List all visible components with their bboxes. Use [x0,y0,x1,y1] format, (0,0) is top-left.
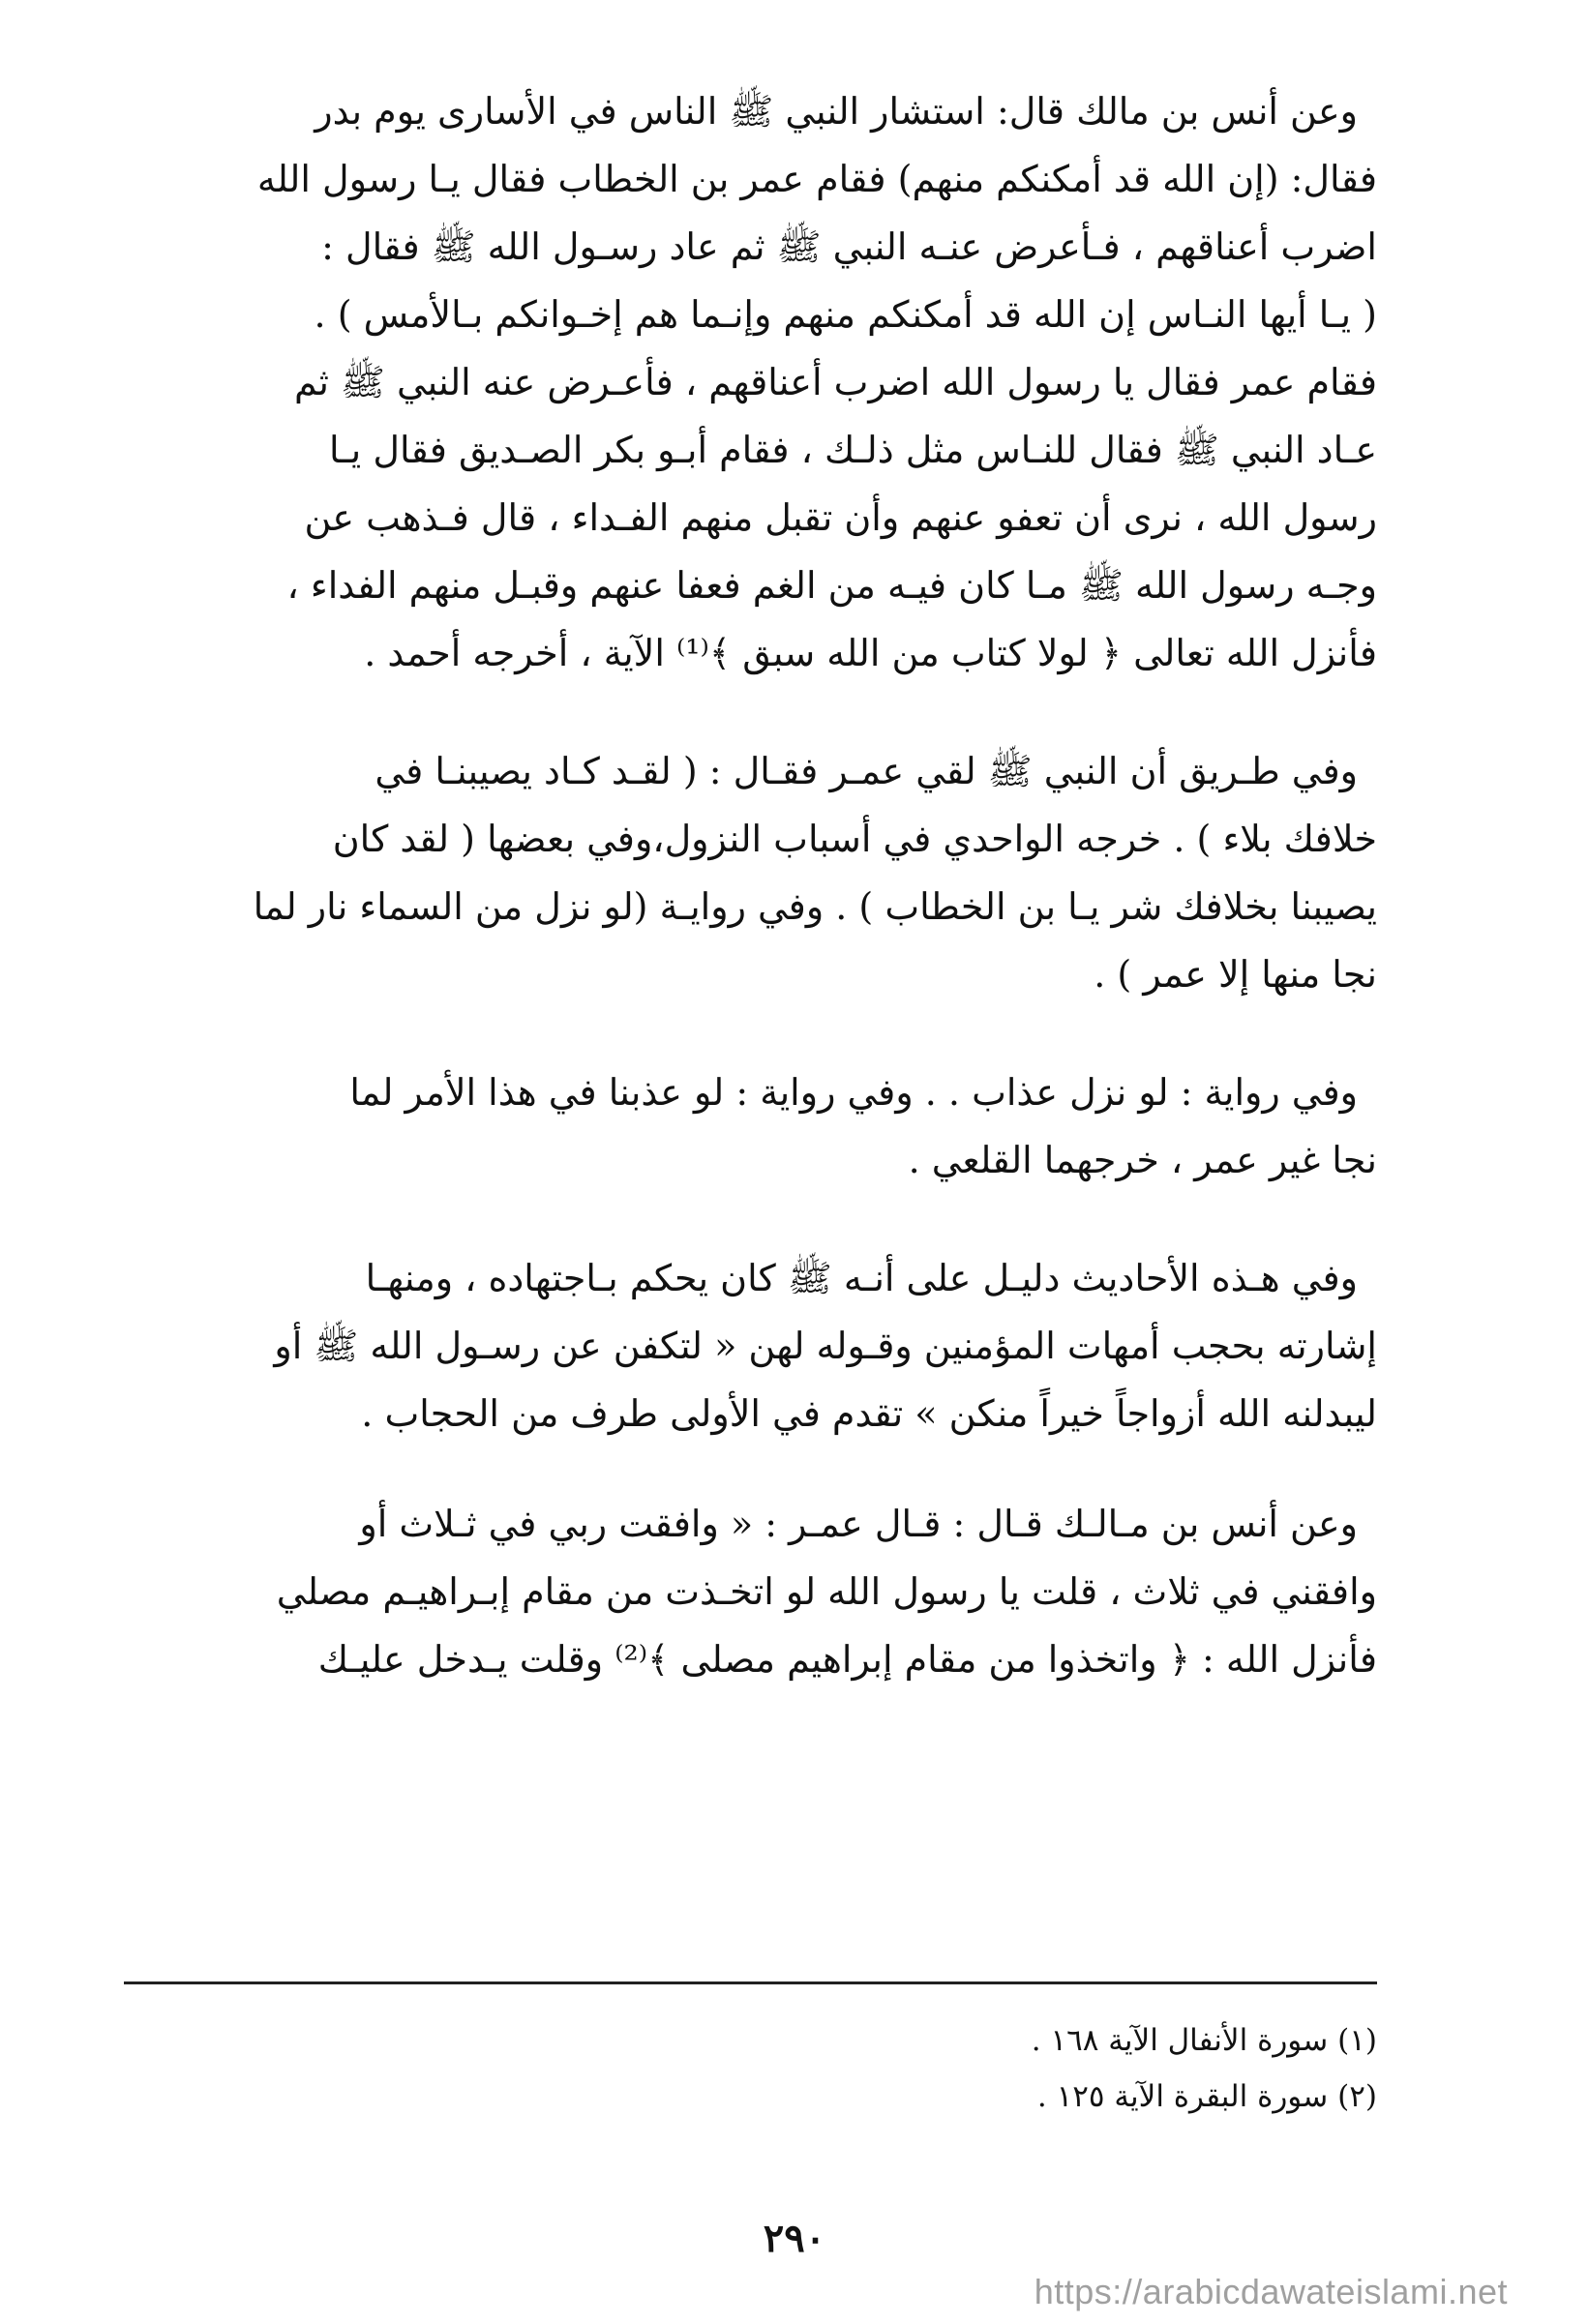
paragraph-2 [124,737,1377,1008]
text-line: وعن أنس بن مـالـك قـال : قـال عمـر : « وافقت ربي في ثـلاث أو [359,1503,1358,1545]
text-line: وعن أنس بن مالك قال: استشار النبي ﷺ الناس في الأسارى يوم بدر [315,90,1358,133]
text-line: نجا غير عمر ، خرجهما القلعي . [908,1139,1377,1181]
footnote-2: (٢) سورة البقرة الآية ١٢٥ . [1036,2079,1377,2114]
text-line: فأنزل الله تعالى ﴿ لولا كتاب من الله سبق ﴾⁽¹⁾ الآية ، أخرجه أحمد . [364,632,1377,674]
text-line: رسول الله ، نرى أن تعفو عنهم وأن تقبل منهم الفـداء ، قال فـذهب عن [304,496,1377,539]
footnote-divider [124,1981,1377,1984]
paragraph-4 [124,1244,1377,1447]
text-line: فقام عمر فقال يا رسول الله اضرب أعناقهم ، فأعـرض عنه النبي ﷺ ثم [294,361,1377,403]
paragraph-3 [124,1058,1377,1194]
text-line: اضرب أعناقهم ، فـأعرض عنـه النبي ﷺ ثم عاد رسـول الله ﷺ فقال : [321,225,1377,268]
text-line: وافقني في ثلاث ، قلت يا رسول الله لو اتخـذت من مقام إبـراهيـم مصلي [276,1570,1377,1613]
text-line: وفي رواية : لو نزل عذاب . . وفي رواية : لو عذبنا في هذا الأمر لما [349,1071,1358,1114]
main-text-body [124,77,1377,1743]
text-line: عـاد النبي ﷺ فقال للنـاس مثل ذلـك ، فقام أبـو بكر الصـديق فقال يـا [328,429,1377,471]
watermark-url: https://arabicdawateislami.net [1034,2272,1508,2311]
text-line: خلافك بلاء ) . خرجه الواحدي في أسباب النزول،وفي بعضها ( لقد كان [332,818,1377,860]
footnotes [124,2012,1377,2125]
footnote-1: (١) سورة الأنفال الآية ١٦٨ . [1031,2023,1377,2058]
text-line: نجا منها إلا عمر ) . [1094,953,1377,996]
text-line: وفي طـريق أن النبي ﷺ لقي عمـر فقـال : ( لقـد كـاد يصيبنـا في [375,750,1358,792]
text-line: وجـه رسول الله ﷺ مـا كان فيـه من الغم فعفا عنهم وقبـل منهم الفداء ، [286,564,1377,607]
text-line: ( يـا أيها النـاس إن الله قد أمكنكم منهم وإنـما هم إخـوانكم بـالأمس ) . [314,293,1377,336]
text-line: فقال: (إن الله قد أمكنكم منهم) فقام عمر بن الخطاب فقال يـا رسول الله [256,158,1377,200]
paragraph-1 [124,77,1377,687]
paragraph-5 [124,1490,1377,1693]
text-line: إشارته بحجب أمهات المؤمنين وقـوله لهن « لتكفن عن رسـول الله ﷺ أو [274,1325,1377,1367]
text-line: فأنزل الله : ﴿ واتخذوا من مقام إبراهيم مصلى ﴾⁽²⁾ وقلت يـدخل عليـك [317,1638,1377,1681]
text-line: وفي هـذه الأحاديث دليـل على أنـه ﷺ كان يحكم بـاجتهاده ، ومنهـا [365,1257,1358,1299]
text-line: ليبدلنه الله أزواجاً خيراً منكن » تقدم في الأولى طرف من الحجاب . [361,1392,1377,1435]
text-line: يصيبنا بخلافك شر يـا بن الخطاب ) . وفي روايـة (لو نزل من السماء نار لما [253,885,1377,928]
page-number: ٢٩٠ [763,2216,826,2261]
